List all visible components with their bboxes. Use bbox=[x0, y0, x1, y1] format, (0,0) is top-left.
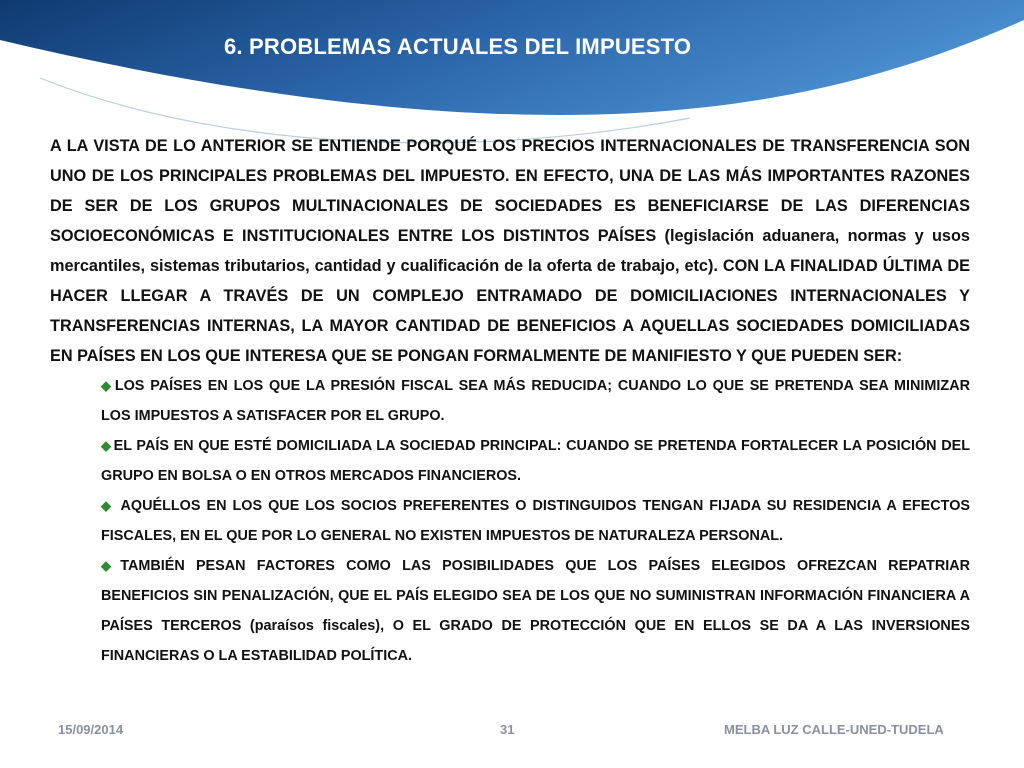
bullet-text: TAMBIÉN PESAN FACTORES COMO LAS POSIBILIDADES QUE LOS PAÍSES ELEGIDOS OFREZCAN REPATRIAR BENEFICIOS SIN PENALIZACIÓN, QUE EL PAÍS ELEGIDO SEA DE LOS QUE NO SUMINISTRAN INFORMACIÓN FINANCIERA A PAÍSES TERCEROS (paraísos fiscales), O EL GRADO DE PROTECCIÓN QUE EN ELLOS SE DA A LAS INVERSIONES FINANCIERAS O LA ESTABILIDAD POLÍTICA. bbox=[101, 558, 970, 664]
bullet-item bbox=[101, 431, 970, 491]
bullet-item bbox=[101, 371, 970, 431]
slide-body bbox=[50, 131, 970, 671]
slide-title: 6. PROBLEMAS ACTUALES DEL IMPUESTO bbox=[224, 34, 692, 59]
footer-author: MELBA LUZ CALLE-UNED-TUDELA bbox=[724, 722, 944, 737]
intro-paragraph: A LA VISTA DE LO ANTERIOR SE ENTIENDE PORQUÉ LOS PRECIOS INTERNACIONALES DE TRANSFERENCIA SON UNO DE LOS PRINCIPALES PROBLEMAS DEL IMPUESTO. EN EFECTO, UNA DE LAS MÁS IMPORTANTES RAZONES DE SER DE LOS GRUPOS MULTINACIONALES DE SOCIEDADES ES BENEFICIARSE DE LAS DIFERENCIAS SOCIOECONÓMICAS E INSTITUCIONALES ENTRE LOS DISTINTOS PAÍSES (legislación aduanera, normas y usos mercantiles, sistemas tributarios, cantidad y cualificación de la oferta de trabajo, etc). CON LA FINALIDAD ÚLTIMA DE HACER LLEGAR A TRAVÉS DE UN COMPLEJO ENTRAMADO DE DOMICILIACIONES INTERNACIONALES Y TRANSFERENCIAS INTERNAS, LA MAYOR CANTIDAD DE BENEFICIOS A AQUELLAS SOCIEDADES DOMICILIADAS EN PAÍSES EN LOS QUE INTERESA QUE SE PONGAN FORMALMENTE DE MANIFIESTO Y QUE PUEDEN SER: bbox=[50, 137, 970, 365]
diamond-bullet-icon: ◆ bbox=[101, 558, 119, 573]
bullet-text: EL PAÍS EN QUE ESTÉ DOMICILIADA LA SOCIEDAD PRINCIPAL: CUANDO SE PRETENDA FORTALECER LA POSICIÓN DEL GRUPO EN BOLSA O EN OTROS MERCADOS FINANCIEROS. bbox=[101, 438, 970, 484]
diamond-bullet-icon: ◆ bbox=[101, 498, 114, 513]
footer-page-number: 31 bbox=[500, 722, 515, 737]
bullet-text: LOS PAÍSES EN LOS QUE LA PRESIÓN FISCAL SEA MÁS REDUCIDA; CUANDO LO QUE SE PRETENDA SEA MINIMIZAR LOS IMPUESTOS A SATISFACER POR EL GRUPO. bbox=[101, 378, 970, 424]
bullet-list bbox=[101, 371, 970, 671]
bullet-item bbox=[101, 491, 970, 551]
diamond-bullet-icon: ◆ bbox=[101, 378, 113, 393]
diamond-bullet-icon: ◆ bbox=[101, 438, 112, 453]
footer-date: 15/09/2014 bbox=[58, 722, 124, 737]
bullet-text: AQUÉLLOS EN LOS QUE LOS SOCIOS PREFERENTES O DISTINGUIDOS TENGAN FIJADA SU RESIDENCIA A EFECTOS FISCALES, EN EL QUE POR LO GENERAL NO EXISTEN IMPUESTOS DE NATURALEZA PERSONAL. bbox=[101, 498, 970, 544]
bullet-item bbox=[101, 551, 970, 671]
